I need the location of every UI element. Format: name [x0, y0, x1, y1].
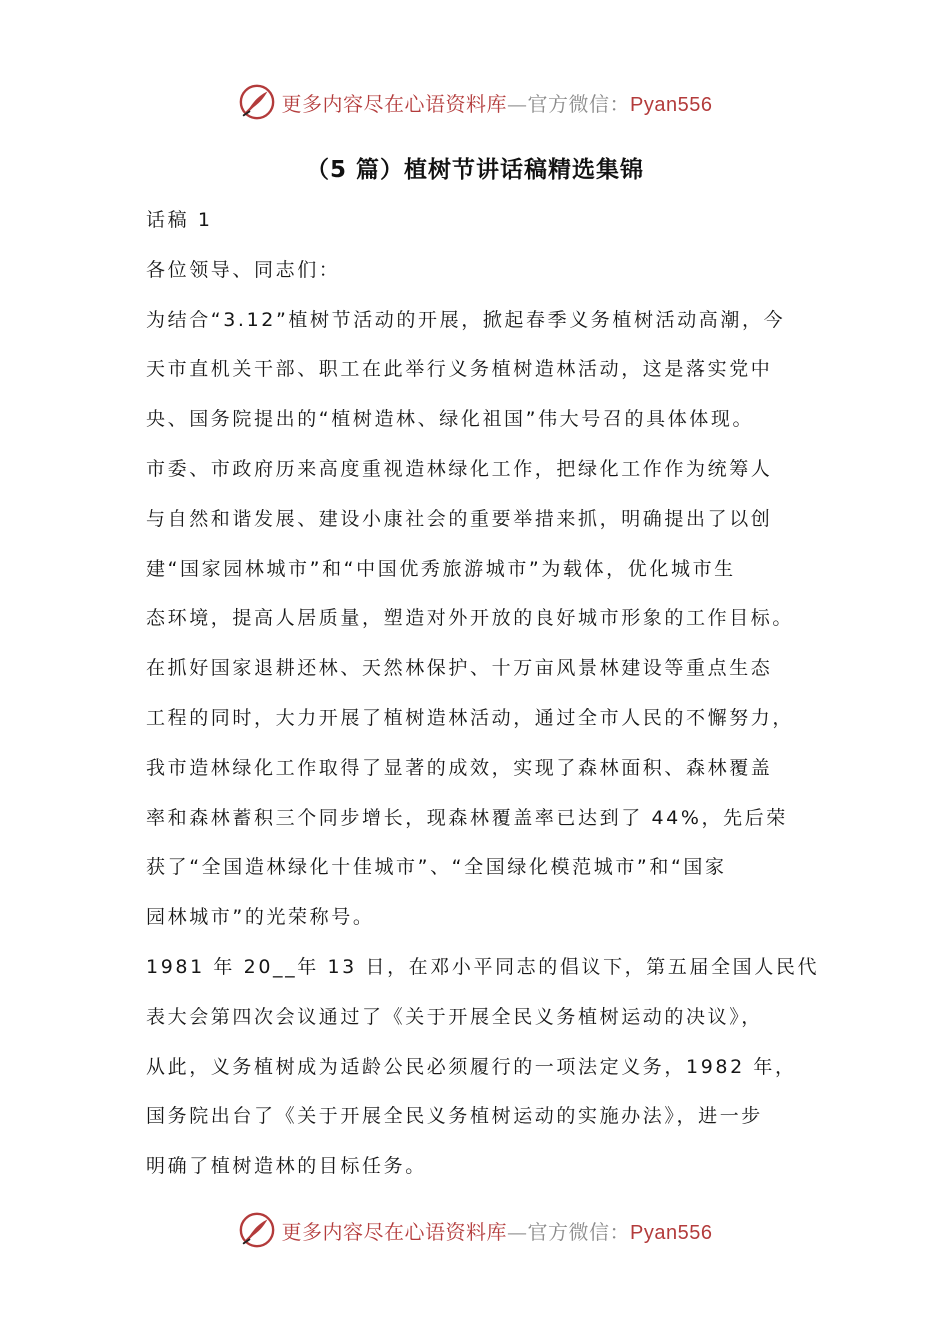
body-line: 率和森林蓄积三个同步增长，现森林覆盖率已达到了 44%，先后荣 [146, 806, 788, 829]
body-line: 各位领导、同志们： [146, 258, 341, 281]
body-line: 园林城市”的光荣称号。 [146, 906, 375, 929]
body-line: 1981 年 20__年 13 日，在邓小平同志的倡议下，第五届全国人民代 [146, 955, 820, 978]
body-line: 表大会第四次会议通过了《关于开展全民义务植树运动的决议》， [146, 1005, 763, 1028]
body-line: 话稿 1 [146, 209, 213, 231]
document-title: （5 篇）植树节讲话稿精选集锦 [305, 157, 644, 183]
body-line: 明确了植树造林的目标任务。 [146, 1155, 427, 1178]
body-line: 在抓好国家退耕还林、天然林保护、十万亩风景林建设等重点生态 [146, 657, 773, 680]
footer-watermark [0, 1208, 950, 1252]
document-body [146, 196, 820, 1192]
watermark-text [282, 1216, 713, 1245]
watermark-wechat-label: 官方微信： [527, 91, 631, 116]
watermark-wechat-id: Pyan556 [630, 93, 713, 116]
body-line: 建“国家园林城市”和“中国优秀旅游城市”为载体，优化城市生 [146, 557, 736, 580]
quill-logo-icon [238, 1211, 276, 1249]
body-line: 为结合“3.12”植树节活动的开展，掀起春季义务植树活动高潮，今 [146, 308, 786, 331]
header-watermark [0, 80, 950, 124]
watermark-text [282, 88, 713, 117]
watermark-main-text: 更多内容尽在心语资料库 [281, 1219, 508, 1244]
watermark-wechat-label: 官方微信： [527, 1219, 631, 1244]
body-line: 从此，义务植树成为适龄公民必须履行的一项法定义务，1982 年， [146, 1055, 797, 1078]
watermark-group [238, 1211, 713, 1249]
watermark-group [238, 83, 713, 121]
quill-logo-icon [238, 83, 276, 121]
watermark-main-text: 更多内容尽在心语资料库 [281, 91, 508, 116]
watermark-separator: — [507, 91, 528, 116]
body-line: 天市直机关干部、职工在此举行义务植树造林活动，这是落实党中 [146, 358, 773, 381]
body-line: 我市造林绿化工作取得了显著的成效，实现了森林面积、森林覆盖 [146, 756, 773, 779]
body-line: 市委、市政府历来高度重视造林绿化工作，把绿化工作作为统筹人 [146, 457, 773, 480]
body-line: 获了“全国造林绿化十佳城市”、“全国绿化模范城市”和“国家 [146, 856, 727, 879]
body-line: 态环境，提高人居质量，塑造对外开放的良好城市形象的工作目标。 [146, 607, 795, 630]
body-line: 与自然和谐发展、建设小康社会的重要举措来抓，明确提出了以创 [146, 507, 773, 530]
body-line: 国务院出台了《关于开展全民义务植树运动的实施办法》，进一步 [146, 1105, 763, 1128]
body-line: 央、国务院提出的“植树造林、绿化祖国”伟大号召的具体体现。 [146, 408, 755, 431]
body-line: 工程的同时，大力开展了植树造林活动，通过全市人民的不懈努力， [146, 706, 795, 729]
watermark-separator: — [507, 1219, 528, 1244]
watermark-wechat-id: Pyan556 [630, 1221, 713, 1244]
